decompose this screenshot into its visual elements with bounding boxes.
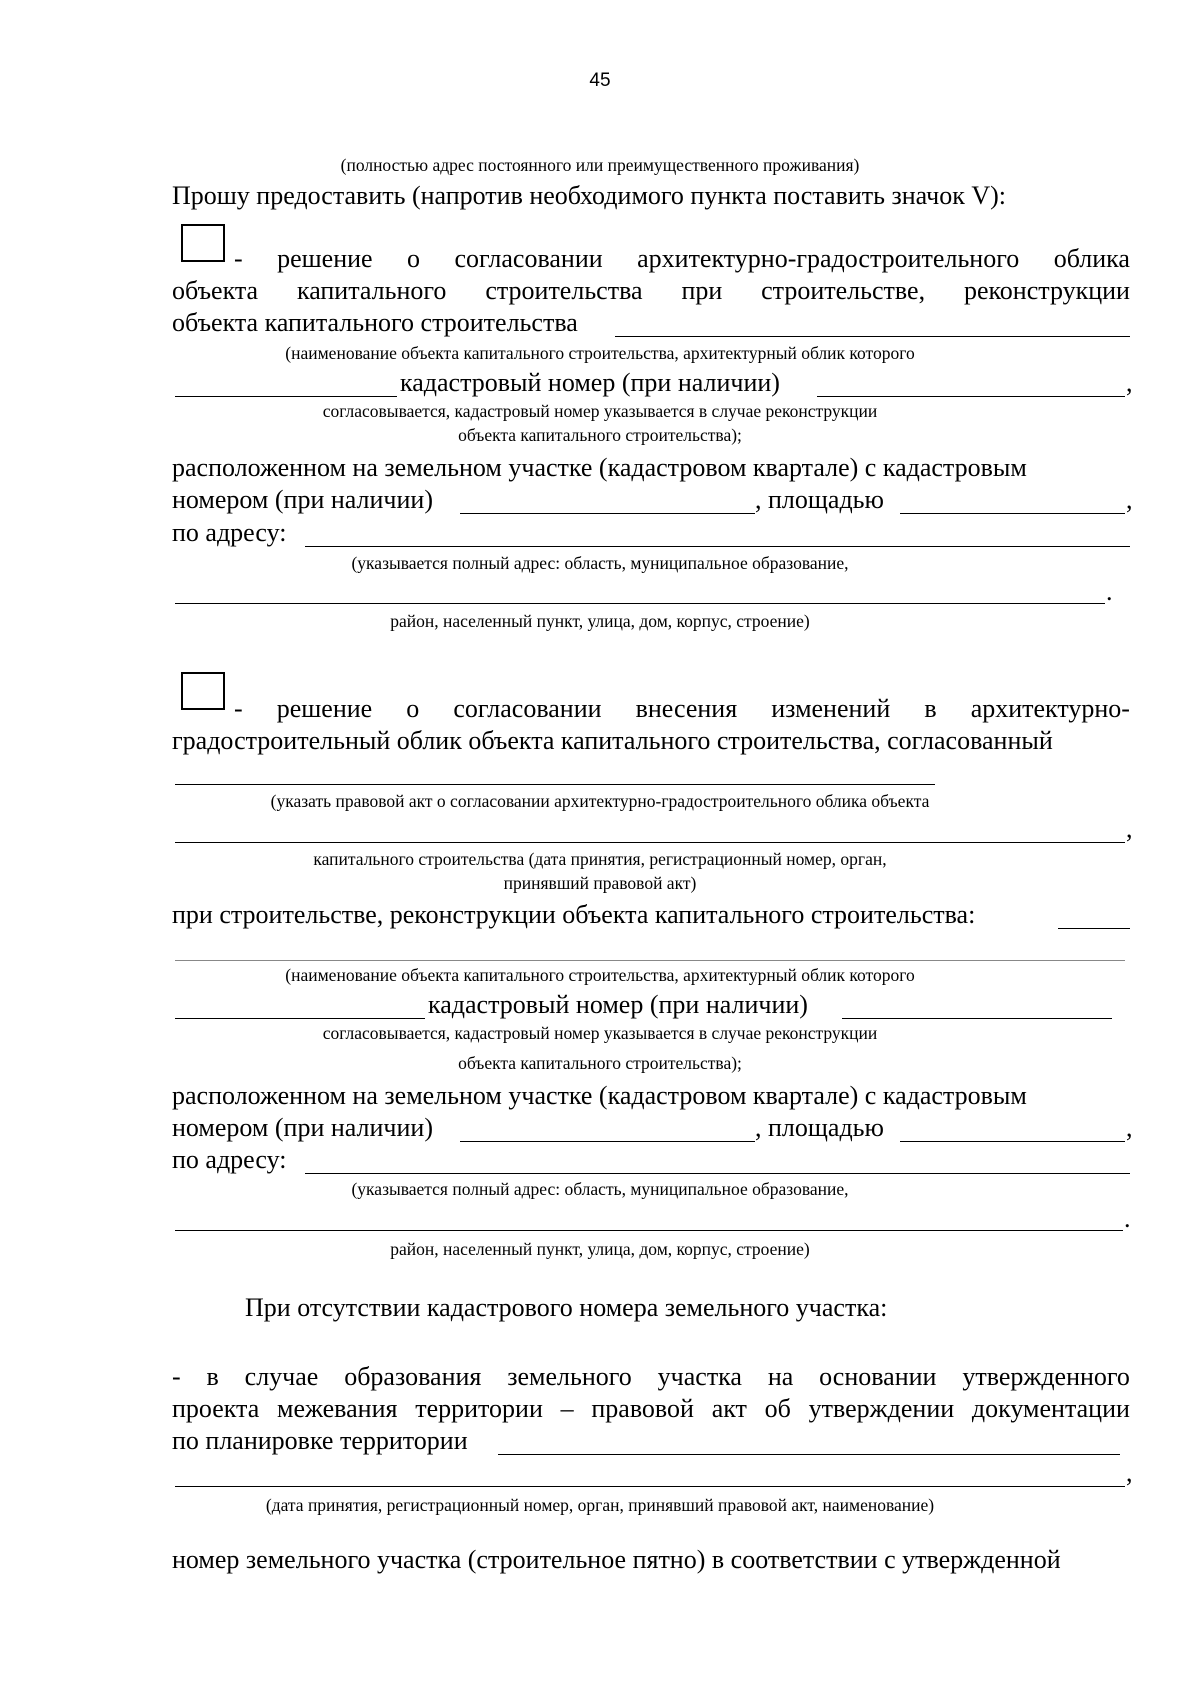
- legal-act-caption1: (указать правовой акт о согласовании архитектурно-градостроительного облика объекта: [270, 791, 930, 811]
- page-number: 45: [589, 70, 611, 91]
- option2-line1: [234, 693, 1130, 725]
- word: внесения: [635, 694, 738, 723]
- object-name-caption: (наименование объекта капитального строительства, архитектурный облик которого: [285, 343, 915, 363]
- address-field[interactable]: [305, 1173, 1130, 1174]
- address-field-continued[interactable]: [175, 1230, 1123, 1231]
- period: .: [1124, 1204, 1131, 1233]
- word: о: [407, 244, 421, 273]
- legal-act-field-continued[interactable]: [175, 842, 1125, 843]
- word: облика: [1053, 244, 1130, 273]
- word: проекта: [172, 1394, 260, 1423]
- absence-line1: [172, 1361, 1130, 1393]
- address-field-continued[interactable]: [175, 603, 1105, 604]
- absence-line2: [172, 1393, 1130, 1425]
- word: капитального: [296, 276, 447, 305]
- object-caption6: объекта капитального строительства);: [458, 1053, 742, 1073]
- period: .: [1106, 577, 1113, 606]
- object-name-caption: (наименование объекта капитального строительства, архитектурный облик которого: [285, 965, 915, 985]
- word: решение: [277, 244, 373, 273]
- word: строительства: [485, 276, 643, 305]
- object-caption2: согласовывается, кадастровый номер указывается в случае реконструкции: [322, 401, 878, 421]
- address-caption1: (указывается полный адрес: область, муниципальное образование,: [351, 553, 849, 573]
- word: основании: [819, 1362, 937, 1391]
- located-text: расположенном на земельном участке (кадастровом квартале) с кадастровым: [172, 1081, 1027, 1110]
- construction-object-field-continued[interactable]: [175, 960, 1125, 961]
- word: о: [406, 694, 420, 723]
- located-text: расположенном на земельном участке (кадастровом квартале) с кадастровым: [172, 453, 1027, 482]
- planning-act-field[interactable]: [498, 1454, 1120, 1455]
- number-label: номером (при наличии): [172, 485, 433, 514]
- word: изменений: [771, 694, 891, 723]
- word: согласовании: [454, 244, 603, 273]
- legal-act-field[interactable]: [175, 784, 935, 785]
- absence-heading: При отсутствии кадастрового номера земельного участка:: [245, 1293, 888, 1322]
- option2-line2: градостроительный облик объекта капитального строительства, согласованный: [172, 726, 1053, 755]
- land-number-field[interactable]: [460, 1141, 755, 1142]
- word: утвержденного: [962, 1362, 1130, 1391]
- address-label: по адресу:: [172, 518, 287, 547]
- word: образования: [344, 1362, 482, 1391]
- address-caption2: район, населенный пункт, улица, дом, корпус, строение): [390, 611, 810, 631]
- word: земельного: [507, 1362, 632, 1391]
- legal-act-caption3: принявший правовой акт): [503, 873, 697, 893]
- absence-line3: по планировке территории: [172, 1426, 468, 1455]
- word: в: [206, 1362, 219, 1391]
- construction-object-field[interactable]: [1058, 928, 1130, 929]
- planning-act-field-continued[interactable]: [175, 1486, 1125, 1487]
- word: объекта: [172, 276, 259, 305]
- word: в: [924, 694, 937, 723]
- construction-text: при строительстве, реконструкции объекта капитального строительства:: [172, 900, 976, 929]
- word: документации: [971, 1394, 1130, 1423]
- comma: ,: [1126, 1113, 1133, 1142]
- word: об: [764, 1394, 791, 1423]
- legal-act-caption2: капитального строительства (дата принятия, регистрационный номер, орган,: [313, 849, 887, 869]
- word: -: [234, 244, 243, 273]
- word: акт: [711, 1394, 747, 1423]
- object-name-field-continued[interactable]: [175, 396, 397, 397]
- word: утверждении: [808, 1394, 955, 1423]
- area-field[interactable]: [900, 513, 1125, 514]
- word: архитектурно-: [970, 694, 1130, 723]
- cadastral-number-field[interactable]: [817, 396, 1125, 397]
- area-label: , площадью: [755, 1113, 884, 1142]
- word: на: [767, 1362, 794, 1391]
- option1-line1: [234, 243, 1130, 275]
- word: правовой: [591, 1394, 694, 1423]
- comma: ,: [1126, 485, 1133, 514]
- word: территории: [415, 1394, 543, 1423]
- object-name-field[interactable]: [615, 336, 1130, 337]
- address-caption1: (указывается полный адрес: область, муниципальное образование,: [351, 1179, 849, 1199]
- cadastral-label: кадастровый номер (при наличии): [428, 990, 808, 1019]
- option1-line2: [172, 275, 1130, 307]
- area-field[interactable]: [900, 1141, 1125, 1142]
- comma: ,: [1126, 1458, 1133, 1487]
- comma: ,: [1126, 814, 1133, 843]
- word: -: [234, 694, 243, 723]
- word: -: [172, 1362, 181, 1391]
- word: согласовании: [453, 694, 602, 723]
- word: участка: [657, 1362, 742, 1391]
- word: решение: [276, 694, 373, 723]
- cadastral-label: кадастровый номер (при наличии): [400, 368, 780, 397]
- address-caption2: район, населенный пункт, улица, дом, корпус, строение): [390, 1239, 810, 1259]
- word: случае: [244, 1362, 319, 1391]
- object-name-field[interactable]: [175, 1018, 425, 1019]
- object-caption5: согласовывается, кадастровый номер указывается в случае реконструкции: [322, 1023, 878, 1043]
- word: –: [560, 1394, 574, 1423]
- planning-act-caption: (дата принятия, регистрационный номер, орган, принявший правовой акт, наименование): [265, 1495, 935, 1515]
- residence-address-caption: (полностью адрес постоянного или преимущественного проживания): [340, 155, 860, 175]
- land-number-field[interactable]: [460, 513, 755, 514]
- cadastral-number-field[interactable]: [842, 1018, 1112, 1019]
- option2-checkbox[interactable]: [181, 672, 225, 710]
- word: межевания: [277, 1394, 398, 1423]
- option1-line3: объекта капитального строительства: [172, 308, 578, 337]
- request-text: Прошу предоставить (напротив необходимого пункта поставить значок V):: [172, 181, 1007, 210]
- area-label: , площадью: [755, 485, 884, 514]
- land-plot-number-text: номер земельного участка (строительное пятно) в соответствии с утвержденной: [172, 1545, 1061, 1574]
- word: при: [681, 276, 723, 305]
- word: архитектурно-градостроительного: [637, 244, 1020, 273]
- option1-checkbox[interactable]: [181, 224, 225, 262]
- word: реконструкции: [963, 276, 1130, 305]
- comma: ,: [1126, 368, 1133, 397]
- object-caption3: объекта капитального строительства);: [458, 425, 742, 445]
- address-label: по адресу:: [172, 1145, 287, 1174]
- address-field[interactable]: [305, 546, 1130, 547]
- number-label: номером (при наличии): [172, 1113, 433, 1142]
- word: строительстве,: [761, 276, 926, 305]
